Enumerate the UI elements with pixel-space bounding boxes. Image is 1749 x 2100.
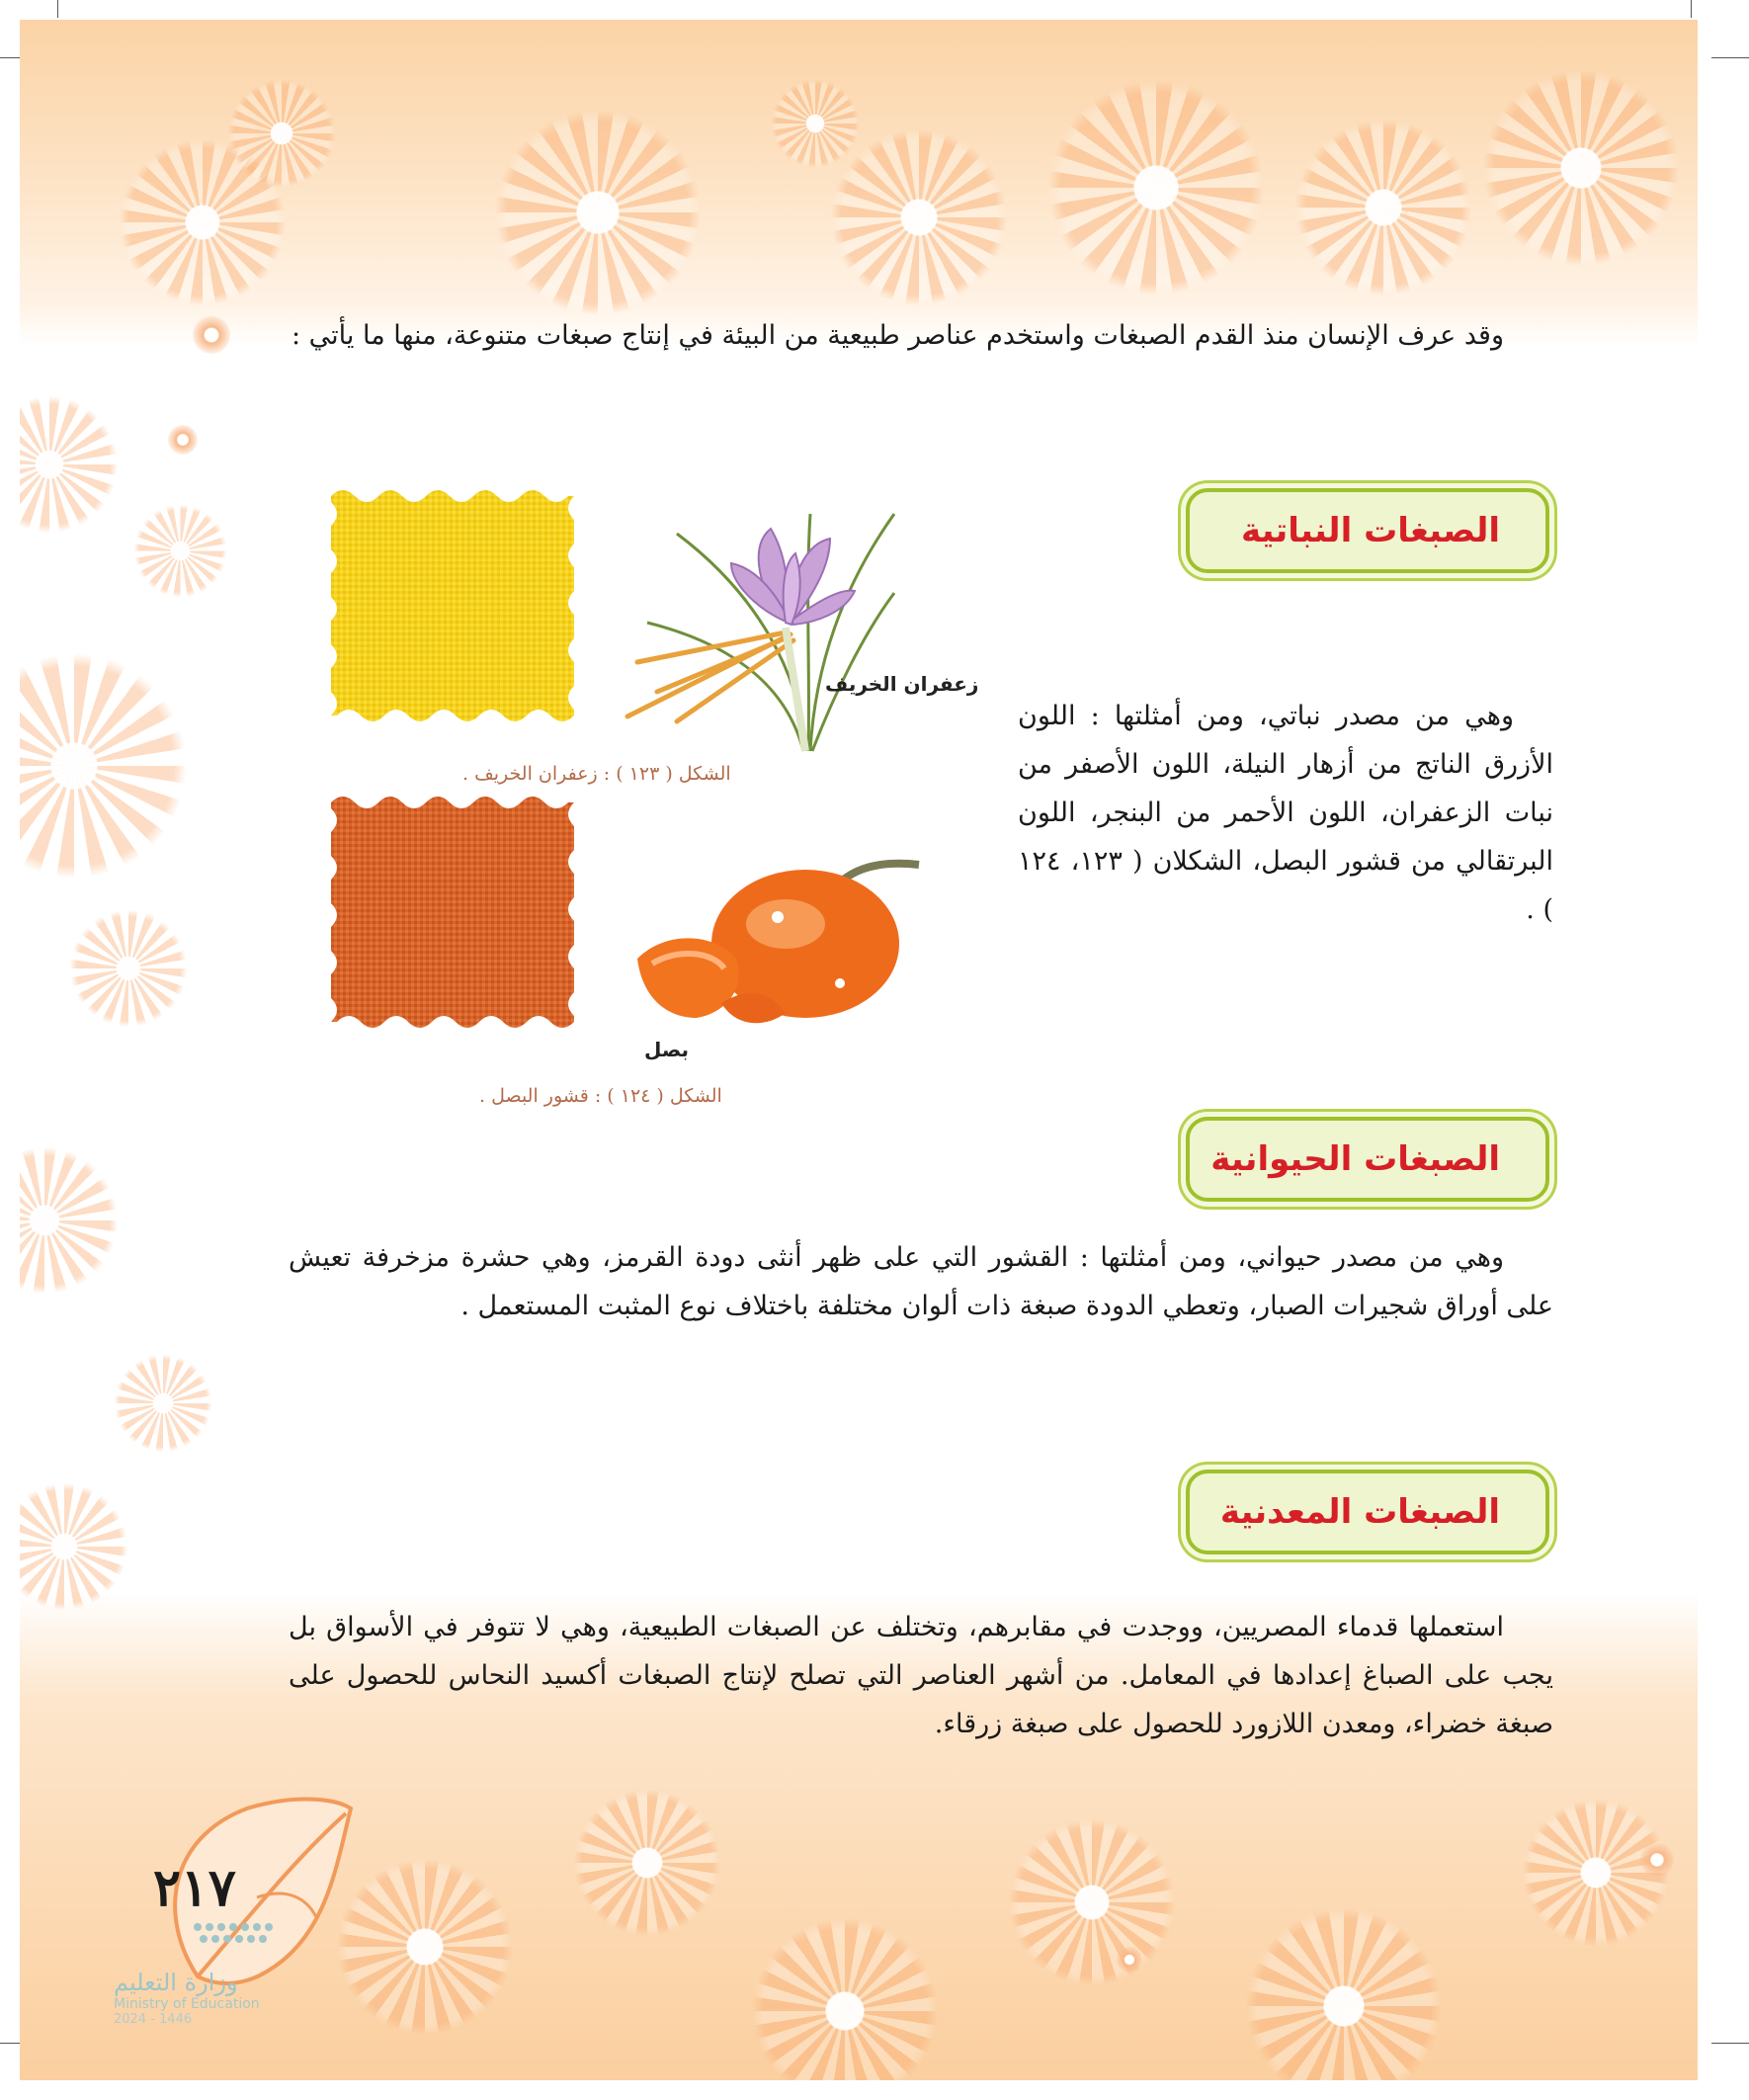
decorative-flower — [114, 1354, 212, 1453]
mineral-dyes-heading — [1186, 1470, 1549, 1554]
crop-mark — [57, 0, 58, 18]
mineral-dyes-paragraph: استعملها قدماء المصريين، ووجدت في مقابرهم، وتختلف عن الصبغات الطبيعية، وهي لا تتوفر في الأسواق بل يجب على الصباغ إعدادها في المعامل. من أشهر العناصر التي تصلح لإنتاج الصبغات أكسيد النحاس للحصول على صبغة خضراء، ومعدن اللازورد للحصول على صبغة زرقاء. — [289, 1612, 1553, 1739]
ministry-name-arabic: وزارة التعليم — [114, 1969, 238, 1996]
decorative-flower — [494, 109, 702, 316]
decorative-flower — [830, 128, 1008, 306]
plant-dyes-heading — [1186, 488, 1549, 573]
orange-fabric-image — [331, 791, 574, 1034]
orange-fabric-swatch — [331, 791, 574, 1034]
decorative-flower — [771, 79, 860, 168]
decorative-dot — [1640, 1843, 1674, 1877]
page-number: ٢١٧ — [153, 1858, 236, 1918]
onion-illustration — [627, 840, 924, 1038]
decorative-dot — [1117, 1947, 1142, 1973]
plant-dyes-heading-text: الصبغات النباتية — [1241, 511, 1500, 550]
crop-mark — [1691, 0, 1692, 18]
decorative-flower — [1008, 1818, 1176, 1986]
decorative-dot — [193, 316, 230, 354]
decorative-flower — [751, 1917, 939, 2080]
decorative-flower — [69, 909, 188, 1028]
figure-123-caption: الشكل ( ١٢٣ ) : زعفران الخريف . — [462, 763, 731, 785]
saffron-label: زعفران الخريف — [825, 672, 979, 696]
textbook-page — [20, 20, 1698, 2080]
onion-label: بصل — [644, 1038, 690, 1061]
plant-dyes-paragraph: وهي من مصدر نباتي، ومن أمثلتها : اللون الأزرق الناتج من أزهار النيلة، اللون الأصفر من نبات الزعفران، اللون الأحمر من البنجر، اللون البرتقالي من قشور البصل، الشكلان ( ١٢٣، ١٢٤ ) . — [1018, 701, 1554, 925]
decorative-flower — [1294, 119, 1472, 296]
yellow-fabric-swatch — [331, 484, 574, 727]
saffron-plant-illustration — [608, 474, 904, 771]
intro-paragraph: وقد عرف الإنسان منذ القدم الصبغات واستخدم عناصر طبيعية من البيئة في إنتاج صبغات متنوعة، منها ما يأتي : — [291, 320, 1504, 351]
mineral-dyes-heading-text: الصبغات المعدنية — [1219, 1492, 1500, 1532]
animal-dyes-heading — [1186, 1117, 1549, 1202]
edition-year: 2024 - 1446 — [114, 2012, 193, 2027]
crop-mark — [1711, 2043, 1749, 2044]
decorative-flower — [20, 1482, 128, 1611]
yellow-fabric-image — [331, 484, 574, 727]
decorative-flower — [20, 1146, 119, 1295]
ministry-logo — [114, 1969, 292, 2027]
crop-mark — [1711, 57, 1749, 58]
decorative-flower — [227, 79, 336, 188]
decorative-flower — [1047, 79, 1265, 296]
decorative-flower — [20, 395, 119, 534]
decorative-flower — [20, 652, 188, 880]
decorative-flower — [133, 504, 227, 598]
decorative-flower — [1245, 1907, 1443, 2080]
figure-124-caption: الشكل ( ١٢٤ ) : قشور البصل . — [479, 1085, 722, 1107]
decorative-flower — [573, 1789, 721, 1937]
decorative-flower — [1482, 69, 1680, 267]
ministry-name-english: Ministry of Education — [114, 1996, 260, 2012]
animal-dyes-paragraph: وهي من مصدر حيواني، ومن أمثلتها : القشور التي على ظهر أنثى دودة القرمز، وهي حشرة مزخرفة تعيش على أوراق شجيرات الصبار، وتعطي الدودة صبغة ذات ألوان مختلفة باختلاف نوع المثبت المستعمل . — [289, 1242, 1553, 1321]
animal-dyes-heading-text: الصبغات الحيوانية — [1210, 1139, 1500, 1179]
decorative-dot — [168, 425, 198, 455]
ministry-dots-icon — [188, 1919, 296, 1949]
